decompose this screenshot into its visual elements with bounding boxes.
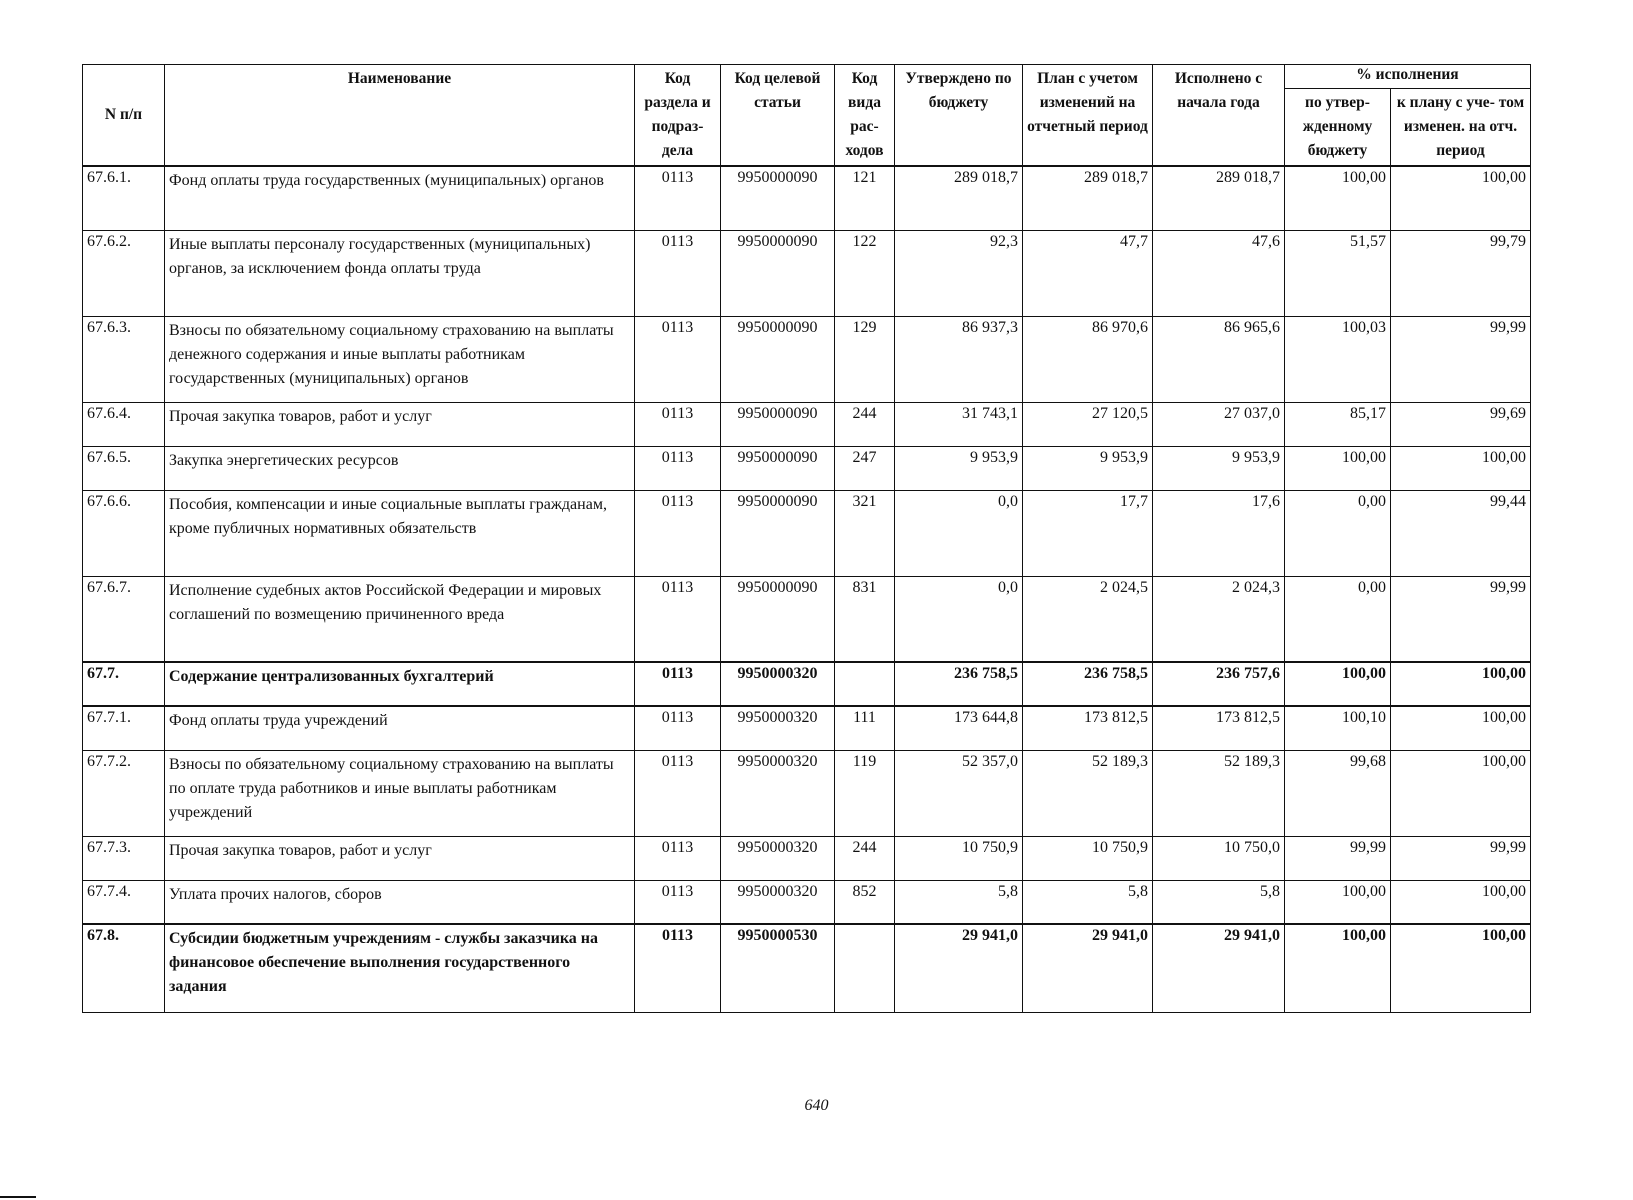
row-expense-code: 129 <box>835 316 895 402</box>
table-row <box>83 880 1531 924</box>
row-approved: 10 750,9 <box>895 836 1023 880</box>
row-section-code: 0113 <box>635 706 721 750</box>
row-pct-plan: 99,99 <box>1391 316 1531 402</box>
row-name: Субсидии бюджетным учреждениям - службы заказчика на финансовое обеспечение выполнения государственного задания <box>165 924 635 1012</box>
row-target-code: 9950000090 <box>721 490 835 576</box>
row-target-code: 9950000090 <box>721 446 835 490</box>
row-name: Содержание централизованных бухгалтерий <box>165 662 635 706</box>
row-expense-code: 321 <box>835 490 895 576</box>
row-pct-budget: 0,00 <box>1285 490 1391 576</box>
row-expense-code: 852 <box>835 880 895 924</box>
row-pct-plan: 100,00 <box>1391 750 1531 836</box>
row-executed: 173 812,5 <box>1153 706 1285 750</box>
row-pct-plan: 100,00 <box>1391 924 1531 1012</box>
row-pct-budget: 51,57 <box>1285 230 1391 316</box>
row-number: 67.6.1. <box>83 166 165 230</box>
row-plan: 47,7 <box>1023 230 1153 316</box>
row-expense-code: 831 <box>835 576 895 662</box>
table-row <box>83 402 1531 446</box>
header-expense-code: Код вида рас- ходов <box>835 65 895 167</box>
row-pct-budget: 100,00 <box>1285 662 1391 706</box>
row-executed: 52 189,3 <box>1153 750 1285 836</box>
row-number: 67.8. <box>83 924 165 1012</box>
row-number: 67.7.2. <box>83 750 165 836</box>
row-target-code: 9950000320 <box>721 836 835 880</box>
table-row <box>83 924 1531 1012</box>
row-plan: 29 941,0 <box>1023 924 1153 1012</box>
header-pct-budget: по утвер- жденному бюджету <box>1285 89 1391 167</box>
page-number: 640 <box>804 1097 829 1114</box>
row-executed: 29 941,0 <box>1153 924 1285 1012</box>
scan-edge-mark <box>0 1196 36 1198</box>
row-target-code: 9950000320 <box>721 662 835 706</box>
row-pct-budget: 0,00 <box>1285 576 1391 662</box>
row-pct-plan: 99,44 <box>1391 490 1531 576</box>
row-approved: 52 357,0 <box>895 750 1023 836</box>
row-target-code: 9950000530 <box>721 924 835 1012</box>
row-pct-plan: 99,99 <box>1391 576 1531 662</box>
row-approved: 86 937,3 <box>895 316 1023 402</box>
row-expense-code: 244 <box>835 836 895 880</box>
row-number: 67.6.6. <box>83 490 165 576</box>
row-pct-budget: 100,00 <box>1285 880 1391 924</box>
row-pct-plan: 99,69 <box>1391 402 1531 446</box>
table-row <box>83 446 1531 490</box>
row-executed: 2 024,3 <box>1153 576 1285 662</box>
row-number: 67.7.4. <box>83 880 165 924</box>
row-number: 67.6.3. <box>83 316 165 402</box>
row-expense-code: 247 <box>835 446 895 490</box>
row-plan: 2 024,5 <box>1023 576 1153 662</box>
row-plan: 236 758,5 <box>1023 662 1153 706</box>
row-plan: 289 018,7 <box>1023 166 1153 230</box>
row-number: 67.6.5. <box>83 446 165 490</box>
row-section-code: 0113 <box>635 880 721 924</box>
row-expense-code: 121 <box>835 166 895 230</box>
row-plan: 27 120,5 <box>1023 402 1153 446</box>
row-pct-budget: 100,10 <box>1285 706 1391 750</box>
row-approved: 289 018,7 <box>895 166 1023 230</box>
row-executed: 9 953,9 <box>1153 446 1285 490</box>
row-section-code: 0113 <box>635 316 721 402</box>
table-row <box>83 662 1531 706</box>
row-target-code: 9950000320 <box>721 750 835 836</box>
row-pct-budget: 100,00 <box>1285 166 1391 230</box>
row-expense-code <box>835 662 895 706</box>
row-approved: 173 644,8 <box>895 706 1023 750</box>
header-pct-plan: к плану с уче- том изменен. на отч. период <box>1391 89 1531 167</box>
row-number: 67.6.2. <box>83 230 165 316</box>
header-no: N п/п <box>83 65 165 167</box>
row-pct-plan: 100,00 <box>1391 706 1531 750</box>
row-pct-plan: 100,00 <box>1391 880 1531 924</box>
row-executed: 10 750,0 <box>1153 836 1285 880</box>
row-number: 67.7.3. <box>83 836 165 880</box>
table-row <box>83 750 1531 836</box>
row-name: Фонд оплаты труда учреждений <box>165 706 635 750</box>
row-plan: 17,7 <box>1023 490 1153 576</box>
row-name: Закупка энергетических ресурсов <box>165 446 635 490</box>
row-executed: 236 757,6 <box>1153 662 1285 706</box>
row-approved: 9 953,9 <box>895 446 1023 490</box>
table-row <box>83 576 1531 662</box>
row-section-code: 0113 <box>635 836 721 880</box>
row-expense-code: 122 <box>835 230 895 316</box>
row-approved: 236 758,5 <box>895 662 1023 706</box>
row-pct-budget: 99,99 <box>1285 836 1391 880</box>
row-pct-budget: 99,68 <box>1285 750 1391 836</box>
row-section-code: 0113 <box>635 166 721 230</box>
row-approved: 0,0 <box>895 490 1023 576</box>
row-plan: 5,8 <box>1023 880 1153 924</box>
row-pct-budget: 85,17 <box>1285 402 1391 446</box>
row-name: Фонд оплаты труда государственных (муниципальных) органов <box>165 166 635 230</box>
row-pct-plan: 100,00 <box>1391 166 1531 230</box>
row-expense-code: 244 <box>835 402 895 446</box>
row-number: 67.6.7. <box>83 576 165 662</box>
row-section-code: 0113 <box>635 446 721 490</box>
header-pct-group: % исполнения <box>1285 65 1531 89</box>
row-approved: 5,8 <box>895 880 1023 924</box>
row-name: Уплата прочих налогов, сборов <box>165 880 635 924</box>
table-row <box>83 166 1531 230</box>
row-number: 67.7. <box>83 662 165 706</box>
table-row <box>83 706 1531 750</box>
table-row <box>83 230 1531 316</box>
row-target-code: 9950000090 <box>721 230 835 316</box>
row-name: Взносы по обязательному социальному страхованию на выплаты по оплате труда работников и иные выплаты работникам учреждений <box>165 750 635 836</box>
row-pct-budget: 100,00 <box>1285 446 1391 490</box>
row-section-code: 0113 <box>635 402 721 446</box>
row-executed: 47,6 <box>1153 230 1285 316</box>
row-approved: 0,0 <box>895 576 1023 662</box>
row-number: 67.7.1. <box>83 706 165 750</box>
row-plan: 10 750,9 <box>1023 836 1153 880</box>
row-section-code: 0113 <box>635 662 721 706</box>
header-name: Наименование <box>165 65 635 167</box>
row-pct-plan: 99,99 <box>1391 836 1531 880</box>
table-body <box>83 166 1531 1012</box>
row-plan: 86 970,6 <box>1023 316 1153 402</box>
header-plan: План с учетом изменений на отчетный период <box>1023 65 1153 167</box>
row-expense-code: 119 <box>835 750 895 836</box>
table-row <box>83 490 1531 576</box>
row-plan: 173 812,5 <box>1023 706 1153 750</box>
table-header <box>83 65 1531 167</box>
row-executed: 17,6 <box>1153 490 1285 576</box>
header-section-code: Код раздела и подраз- дела <box>635 65 721 167</box>
row-section-code: 0113 <box>635 230 721 316</box>
row-pct-plan: 100,00 <box>1391 662 1531 706</box>
row-target-code: 9950000090 <box>721 576 835 662</box>
row-pct-budget: 100,03 <box>1285 316 1391 402</box>
header-executed: Исполнено с начала года <box>1153 65 1285 167</box>
row-target-code: 9950000320 <box>721 880 835 924</box>
row-approved: 31 743,1 <box>895 402 1023 446</box>
row-section-code: 0113 <box>635 924 721 1012</box>
row-section-code: 0113 <box>635 750 721 836</box>
row-target-code: 9950000320 <box>721 706 835 750</box>
row-number: 67.6.4. <box>83 402 165 446</box>
row-name: Прочая закупка товаров, работ и услуг <box>165 836 635 880</box>
row-section-code: 0113 <box>635 576 721 662</box>
row-target-code: 9950000090 <box>721 166 835 230</box>
row-executed: 289 018,7 <box>1153 166 1285 230</box>
row-plan: 52 189,3 <box>1023 750 1153 836</box>
row-expense-code <box>835 924 895 1012</box>
row-approved: 92,3 <box>895 230 1023 316</box>
header-target-code: Код целевой статьи <box>721 65 835 167</box>
row-executed: 86 965,6 <box>1153 316 1285 402</box>
row-target-code: 9950000090 <box>721 402 835 446</box>
row-expense-code: 111 <box>835 706 895 750</box>
row-name: Исполнение судебных актов Российской Федерации и мировых соглашений по возмещению причиненного вреда <box>165 576 635 662</box>
row-name: Взносы по обязательному социальному страхованию на выплаты денежного содержания и иные выплаты работникам государственных (муниципальных) органов <box>165 316 635 402</box>
budget-execution-table <box>82 64 1531 1013</box>
row-executed: 27 037,0 <box>1153 402 1285 446</box>
report-sheet <box>82 64 1531 1013</box>
row-pct-budget: 100,00 <box>1285 924 1391 1012</box>
row-target-code: 9950000090 <box>721 316 835 402</box>
row-approved: 29 941,0 <box>895 924 1023 1012</box>
row-executed: 5,8 <box>1153 880 1285 924</box>
row-plan: 9 953,9 <box>1023 446 1153 490</box>
row-name: Пособия, компенсации и иные социальные выплаты гражданам, кроме публичных нормативных обязательств <box>165 490 635 576</box>
row-name: Иные выплаты персоналу государственных (муниципальных) органов, за исключением фонда оплаты труда <box>165 230 635 316</box>
row-pct-plan: 100,00 <box>1391 446 1531 490</box>
row-pct-plan: 99,79 <box>1391 230 1531 316</box>
header-approved: Утверждено по бюджету <box>895 65 1023 167</box>
row-name: Прочая закупка товаров, работ и услуг <box>165 402 635 446</box>
row-section-code: 0113 <box>635 490 721 576</box>
table-row <box>83 836 1531 880</box>
table-row <box>83 316 1531 402</box>
